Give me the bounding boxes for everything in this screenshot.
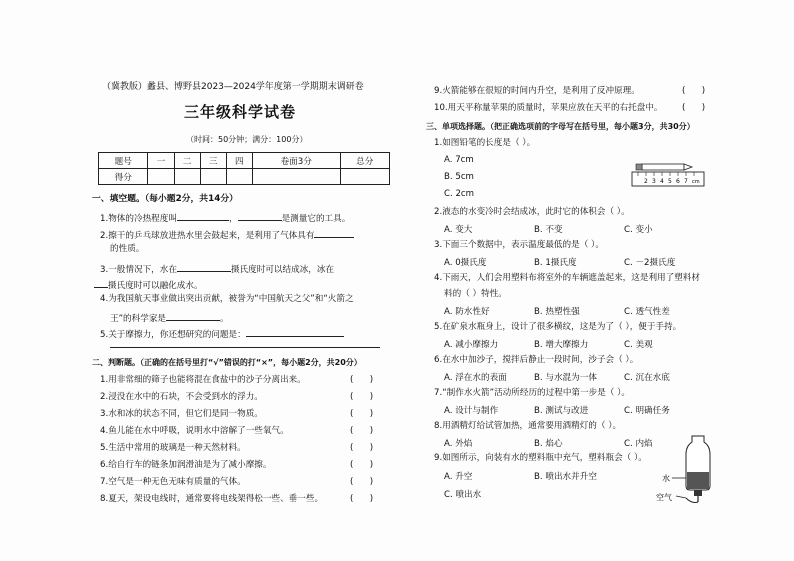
choice-option[interactable]: C. 美观	[624, 340, 653, 350]
choice-option[interactable]: A. 变大	[444, 225, 473, 235]
score-cell: 总分	[340, 153, 389, 169]
choice-option[interactable]: C. 喷出水	[444, 490, 482, 500]
judge-item: 7.空气是一种无色无味有质量的气体。	[100, 477, 246, 487]
answer-paren[interactable]: ( )	[350, 375, 374, 385]
fill-q3-text-c: 摄氏度时可以融化成水。	[108, 281, 203, 291]
score-input-cell[interactable]	[174, 169, 200, 185]
fill-q1	[100, 211, 350, 225]
fill-q2	[100, 228, 354, 242]
choice-option[interactable]: B. 与水混为一体	[534, 373, 597, 383]
score-input-cell[interactable]	[200, 169, 226, 185]
air-label: 空气	[656, 493, 672, 502]
answer-paren[interactable]: ( )	[350, 477, 374, 487]
judge-item: 6.给自行车的链条加润滑油是为了减小摩擦。	[100, 460, 272, 470]
choice-option[interactable]: B. 焰心	[534, 439, 563, 449]
bottle-figure	[656, 432, 720, 504]
choice-option[interactable]: C. 内焰	[624, 439, 653, 449]
answer-paren[interactable]: ( )	[350, 409, 374, 419]
section1-heading: 一、填空题。（每小题2分，共14分）	[92, 194, 238, 204]
fill-q2-text-a: 2.擦干的乒乓球放进热水里会鼓起来，是利用了气体具有	[100, 231, 315, 241]
ruler-tick-label: 7	[684, 178, 688, 185]
choice-option[interactable]: C. 透气性差	[624, 307, 670, 317]
answer-paren[interactable]: ( )	[682, 103, 706, 113]
fill-q1-text-a: 1.物体的冷热程度叫	[100, 214, 177, 224]
judge-item: 5.生活中常用的玻璃是一种天然材料。	[100, 443, 246, 453]
ruler-pencil-figure	[630, 160, 714, 190]
choice-option[interactable]: B. 不变	[534, 225, 563, 235]
score-cell: 一	[148, 153, 174, 169]
answer-blank[interactable]	[238, 211, 282, 221]
judge-item: 1.用非常细的筛子也能将混在食盐中的沙子分离出来。	[100, 375, 306, 385]
choice-q1: 1.如图铅笔的长度是（ ）。	[434, 138, 536, 148]
choice-option[interactable]: C. 2cm	[444, 189, 475, 199]
ruler-tick-label: 3	[652, 178, 656, 185]
score-table-header-row	[99, 153, 390, 169]
choice-q6: 6.在水中加沙子，搅拌后静止一段时间，沙子会（ ）。	[434, 355, 639, 365]
answer-line[interactable]	[110, 347, 380, 348]
choice-option[interactable]: A. 防水性好	[444, 307, 490, 317]
answer-blank[interactable]	[177, 262, 231, 272]
choice-option[interactable]: A. 0摄氏度	[444, 258, 487, 268]
choice-q8: 8.用酒精灯给试管加热，通常要用酒精灯的（ ）。	[434, 421, 622, 431]
section2-heading: 二、判断题。（正确的在括号里打“√”错误的打“×”，每小题2分，共20分）	[92, 358, 362, 367]
choice-option[interactable]: A. 7cm	[444, 155, 474, 165]
judge-item: 4.鱼儿能在水中呼吸，说明水中溶解了一些氧气。	[100, 426, 289, 436]
choice-q4-cont: 料的（ ）特性。	[444, 289, 507, 299]
fill-q3	[100, 262, 334, 276]
judge-item: 2.浸没在水中的石块，不会受到水的浮力。	[100, 392, 263, 402]
pencil-icon	[636, 164, 692, 170]
water-label: 水	[662, 474, 670, 483]
fill-q4-text-c: 。	[220, 314, 229, 324]
fill-q1-text-c: 是测量它的工具。	[281, 214, 351, 224]
fill-q2-cont: 的性质。	[110, 244, 145, 254]
fill-q5	[100, 327, 344, 341]
score-table	[98, 152, 390, 185]
answer-blank[interactable]	[94, 278, 108, 288]
choice-q4: 4.下雨天，人们会用塑料布将室外的车辆遮盖起来，这是利用了塑料材	[434, 273, 701, 283]
answer-blank[interactable]	[166, 311, 220, 321]
choice-q9: 9.如图所示，向装有水的塑料瓶中充气，塑料瓶会（ ）。	[434, 453, 647, 463]
answer-blank[interactable]	[177, 211, 229, 221]
answer-paren[interactable]: ( )	[350, 494, 374, 504]
score-row-label: 得分	[99, 169, 148, 185]
ruler-tick-label: 5	[668, 178, 672, 185]
fill-q4-cont	[110, 311, 229, 325]
choice-option[interactable]: A. 外焰	[444, 439, 473, 449]
choice-q7: 7.“制作水火箭”活动所经历的过程中第一步是（ ）。	[434, 388, 631, 398]
score-input-cell[interactable]	[340, 169, 389, 185]
choice-q5: 5.在矿泉水瓶身上，设计了很多横纹，这是为了（ ），便于手持。	[434, 322, 682, 332]
score-input-cell[interactable]	[226, 169, 252, 185]
ruler-unit-label: cm	[692, 179, 700, 185]
section3-heading: 三、单项选择题。（把正确选项前的字母写在括号里，每小题3分，共30分）	[426, 122, 695, 131]
ruler-tick-label: 2	[644, 178, 648, 185]
score-input-cell[interactable]	[148, 169, 174, 185]
fill-q3-text-b: 摄氏度时可以结成冰，冰在	[230, 265, 335, 275]
choice-option[interactable]: C. 沉在水底	[624, 373, 670, 383]
score-table-score-row	[99, 169, 390, 185]
score-cell: 题号	[99, 153, 148, 169]
choice-option[interactable]: A. 设计与制作	[444, 406, 499, 416]
judge-item-9: 9.火箭能够在很短的时间内升空，是利用了反冲原理。	[434, 86, 640, 96]
exam-meta: （时间：50分钟；满分：100分）	[186, 135, 308, 144]
fill-q4-text-b: 王”的科学家是	[110, 314, 167, 324]
choice-option[interactable]: A. 浮在水的表面	[444, 373, 507, 383]
ruler-tick-label: 6	[676, 178, 680, 185]
choice-option[interactable]: A. 升空	[444, 472, 473, 482]
air-pointer-line	[676, 496, 686, 498]
choice-option[interactable]: B. 测试与改进	[534, 406, 589, 416]
choice-option[interactable]: A. 减小摩擦力	[444, 340, 499, 350]
choice-option[interactable]: C. 变小	[624, 225, 653, 235]
answer-blank[interactable]	[314, 228, 354, 238]
answer-paren[interactable]: ( )	[350, 443, 374, 453]
score-input-cell[interactable]	[252, 169, 340, 185]
choice-option[interactable]: C. －2摄氏度	[624, 258, 676, 268]
answer-blank[interactable]	[246, 327, 344, 337]
choice-option[interactable]: C. 明确任务	[624, 406, 670, 416]
judge-item-10: 10.用天平称量苹果的质量时，苹果应放在天平的右托盘中。	[434, 103, 663, 113]
answer-paren[interactable]: ( )	[682, 86, 706, 96]
fill-q3-cont	[94, 278, 203, 292]
score-cell: 二	[174, 153, 200, 169]
judge-item: 3.水和冰的状态不同，但它们是同一物质。	[100, 409, 263, 419]
choice-option[interactable]: B. 1摄氏度	[534, 258, 577, 268]
choice-q3: 3.下面三个数据中，表示温度最低的是（ ）。	[434, 240, 604, 250]
choice-option[interactable]: B. 5cm	[444, 172, 474, 182]
exam-subtitle: （冀教版）蠡县、博野县2023—2024学年度第一学期期末调研卷	[102, 82, 364, 92]
choice-option[interactable]: B. 喷出水并升空	[534, 472, 597, 482]
score-cell: 卷面3分	[252, 153, 340, 169]
ruler-tick-label: 4	[660, 178, 664, 185]
fill-q5-text: 5.关于摩擦力，你还想研究的问题是：	[100, 330, 246, 340]
choice-option[interactable]: B. 增大摩擦力	[534, 340, 589, 350]
fill-q1-text-b: ，	[228, 214, 238, 224]
score-cell: 三	[200, 153, 226, 169]
answer-paren[interactable]: ( )	[350, 460, 374, 470]
ruler-icon	[632, 172, 704, 186]
fill-q3-text-a: 3.一般情况下，水在	[100, 265, 177, 275]
bottle-icon	[686, 436, 710, 503]
score-cell: 四	[226, 153, 252, 169]
answer-paren[interactable]: ( )	[350, 426, 374, 436]
fill-q4: 4.为我国航天事业做出突出贡献，被誉为“中国航天之父”和“火箭之	[100, 294, 354, 304]
choice-q2: 2.液态的水变冷时会结成冰，此时它的体积会（ ）。	[434, 207, 630, 217]
judge-item: 8.夏天，架设电线时，通常要将电线架得松一些、垂一些。	[100, 494, 324, 504]
answer-paren[interactable]: ( )	[350, 392, 374, 402]
exam-title: 三年级科学试卷	[184, 103, 297, 121]
choice-option[interactable]: B. 热塑性强	[534, 307, 580, 317]
